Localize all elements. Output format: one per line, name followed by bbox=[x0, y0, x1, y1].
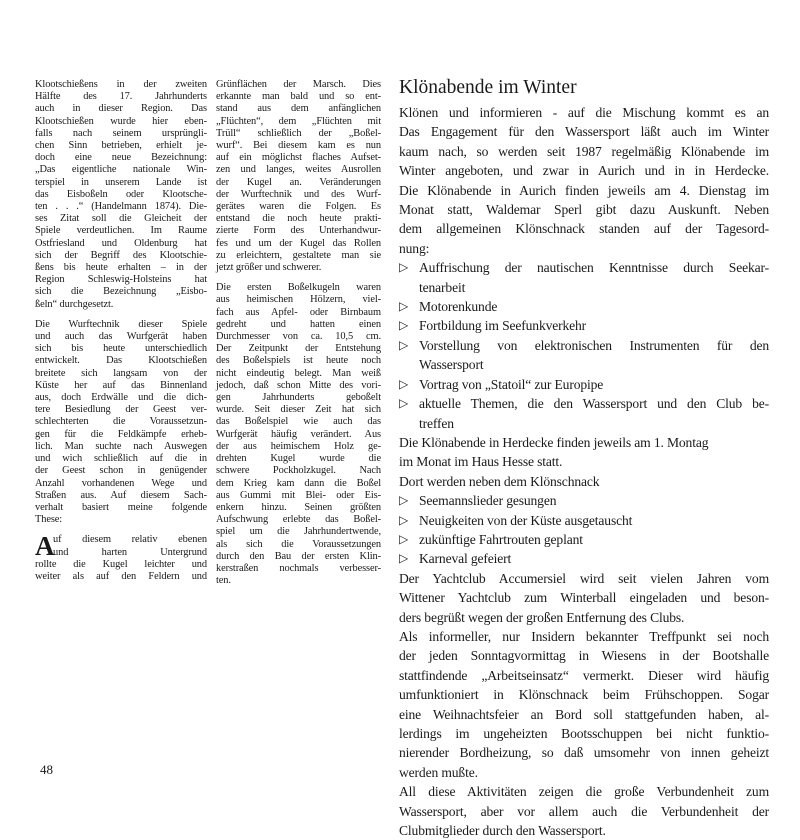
text-line: das Eisboßeln oder Klootsche- bbox=[35, 188, 207, 200]
text-line: Klönen und informieren - auf die Mischung kommt es an bbox=[399, 105, 769, 120]
bullet-item bbox=[399, 258, 769, 297]
text-line: „Flüchten“, dem „Flüchten mit bbox=[216, 115, 381, 127]
text-line: fes und um der Kugel das Rollen bbox=[216, 237, 381, 249]
text-line: werden mußte. bbox=[399, 764, 478, 780]
left-column bbox=[35, 79, 207, 583]
text-line: der Wurftechnik und des Wurf- bbox=[216, 188, 381, 200]
text-line: doch eine neue Bezeichnung: bbox=[35, 152, 207, 164]
text-line: wurf“. Bei diesem kam es nun bbox=[216, 140, 381, 152]
text-line: „Das eigentliche nationale Win- bbox=[35, 164, 207, 176]
text-line: auch in dieser Region. Das bbox=[35, 103, 207, 115]
bullet-text: Wassersport bbox=[419, 357, 484, 373]
text-line: schwere Pockholzkugel. Nach bbox=[216, 465, 381, 477]
text-line: Hälfte des 17. Jahrhunderts bbox=[35, 91, 207, 103]
text-line: Klootschießens in der zweiten bbox=[35, 79, 207, 90]
text-line: spiel um die Jahrhundertwende, bbox=[216, 526, 381, 538]
bullet-item bbox=[399, 316, 769, 335]
triangle-bullet-icon: ▷ bbox=[399, 337, 409, 352]
text-line: ten. bbox=[216, 575, 231, 587]
right-para-3 bbox=[399, 569, 769, 627]
text-line: Die ersten Boßelkugeln waren bbox=[216, 282, 381, 294]
text-line: Die Klönabende in Aurich finden jeweils am 4. Dienstag im bbox=[399, 182, 769, 198]
text-line: ten . . .“ (Handelmann 1874). Die- bbox=[35, 201, 207, 213]
triangle-bullet-icon: ▷ bbox=[399, 396, 409, 411]
text-line: wurde. Seit dieser Zeit hat sich bbox=[216, 404, 381, 416]
bullet-item bbox=[399, 511, 769, 530]
bullet-list-aurich bbox=[399, 258, 769, 433]
page-number: 48 bbox=[40, 762, 53, 777]
text-line: der Geest schon in genügender bbox=[35, 465, 207, 477]
text-line: Das Engagement für den Wassersport läßt auch im Winter bbox=[399, 124, 769, 140]
text-line: der Kugel an. Veränderungen bbox=[216, 176, 381, 188]
text-line: Die Wurftechnik dieser Spiele bbox=[35, 318, 207, 330]
left-para-1 bbox=[35, 79, 207, 311]
right-para-5 bbox=[399, 782, 769, 840]
bullet-text: Fortbildung im Seefunkverkehr bbox=[419, 318, 587, 334]
text-line: zu erleichtern, gestaltete man sie bbox=[216, 249, 381, 261]
text-line: breitete sich langsam von der bbox=[35, 367, 207, 379]
text-line: aus Gummi mit Blei- oder Eis- bbox=[216, 489, 381, 501]
text-line: Trüll“ schließlich der „Boßel- bbox=[216, 127, 381, 139]
text-line: jetzt größer und schwerer. bbox=[216, 262, 322, 274]
text-line: umfunktioniert in Klönschnack beim Frühschoppen. Sogar bbox=[399, 687, 769, 703]
left-para-3 bbox=[35, 531, 207, 583]
text-line: Straßen aus. Auf diesem Sach- bbox=[35, 489, 207, 501]
triangle-bullet-icon: ▷ bbox=[399, 551, 409, 566]
text-line: als sich die Voraussetzungen bbox=[216, 538, 381, 550]
text-line: nicht eindeutig belegt. Man weiß bbox=[216, 367, 381, 379]
right-column bbox=[399, 76, 769, 840]
bullet-text: Karneval gefeiert bbox=[419, 551, 512, 567]
text-line: und harten Untergrund bbox=[53, 546, 207, 558]
text-line: drehten Kugel wurde die bbox=[216, 453, 381, 465]
text-line: Wurfgerät häufig verändert. Aus bbox=[216, 428, 381, 440]
text-line: Als informeller, nur Insidern bekannter Treffpunkt sei noch bbox=[399, 628, 769, 644]
text-line: Monat statt, Waldemar Sperl gibt dazu Auskunft. Neben bbox=[399, 202, 769, 218]
text-line: aus heimischen Hölzern, viel- bbox=[216, 294, 381, 306]
text-line: Wittener Yachtclub zum Winterball eingeladen und beson- bbox=[399, 590, 769, 606]
triangle-bullet-icon: ▷ bbox=[399, 493, 409, 508]
text-line: gedreht und hatten einen bbox=[216, 318, 381, 330]
text-line: des Boßelspiels ist heute noch bbox=[216, 355, 381, 367]
text-line: schlechterten die Voraussetzun- bbox=[35, 416, 207, 428]
triangle-bullet-icon: ▷ bbox=[399, 512, 409, 527]
text-line: der aus heimischem Holz ge- bbox=[216, 440, 381, 452]
text-line: Region Schleswig-Holsteins hat bbox=[35, 274, 207, 286]
text-line: Aufschwung erlebte das Boßel- bbox=[216, 514, 381, 526]
text-line: rollte die Kugel leichter und bbox=[35, 558, 207, 570]
text-line: durch den Bau der ersten Klin- bbox=[216, 550, 381, 562]
text-line: das Boßelspiel wie auch das bbox=[216, 416, 381, 428]
bullet-text: Neuigkeiten von der Küste ausgetauscht bbox=[419, 512, 633, 528]
bullet-text: Seemannslieder gesungen bbox=[419, 493, 557, 509]
text-line: dem allgemeinen Klönschnack standen auf der Tagesord- bbox=[399, 221, 769, 237]
triangle-bullet-icon bbox=[399, 414, 419, 433]
section-title: Klönabende im Winter bbox=[399, 77, 577, 98]
text-line: Grünflächen der Marsch. Dies bbox=[216, 79, 381, 90]
text-line: Clubmitglieder durch den Wassersport. bbox=[399, 823, 606, 839]
text-line: terspiel in unserem Lande ist bbox=[35, 176, 207, 188]
triangle-bullet-icon: ▷ bbox=[399, 260, 409, 275]
text-line: entstand die noch heute prakti- bbox=[216, 213, 381, 225]
triangle-bullet-icon: ▷ bbox=[399, 299, 409, 314]
right-para-2 bbox=[399, 433, 769, 491]
text-line: All diese Aktivitäten zeigen die große Verbundenheit zum bbox=[399, 784, 769, 800]
bullet-text: zukünftige Fahrtrouten geplant bbox=[419, 531, 583, 547]
text-line: aus, doch Erdwälle und die dich- bbox=[35, 392, 207, 404]
text-line: stattfindende „Arbeitseinsatz“ vermerkt. Dieser wird häufig bbox=[399, 667, 769, 683]
text-line: Anzahl vorhandenen Wege und bbox=[35, 477, 207, 489]
dropcap-block bbox=[35, 531, 207, 562]
triangle-bullet-icon bbox=[399, 278, 419, 297]
text-line: verhalt basiert meine folgende bbox=[35, 501, 207, 513]
text-line: Durchmesser von ca. 10,5 cm. bbox=[216, 331, 381, 343]
bullet-item bbox=[399, 549, 769, 568]
text-line: ders begrüßt wegen der großen Entfernung des Clubs. bbox=[399, 609, 685, 625]
drop-cap: A bbox=[35, 531, 55, 562]
text-line: kerstraßen nochmals verbesser- bbox=[216, 562, 381, 574]
text-line: Wassersport, aber vor allem auch die Verbundenheit der bbox=[399, 803, 769, 819]
text-line: entwickelt. Das Klootschießen bbox=[35, 355, 207, 367]
text-line: Klootschießen wurde hier eben- bbox=[35, 115, 207, 127]
left-para-2 bbox=[35, 319, 207, 526]
bullet-text: treffen bbox=[419, 415, 454, 431]
text-line: gen Jahrhunderts geboßelt bbox=[216, 392, 381, 404]
text-line: auf ein möglichst flaches Aufset- bbox=[216, 152, 381, 164]
text-line: sich der Begriff des Klootschie- bbox=[35, 249, 207, 261]
text-line: im Monat im Haus Hesse statt. bbox=[399, 454, 563, 470]
text-line: jedoch, daß schon Mitte des vori- bbox=[216, 379, 381, 391]
bullet-item bbox=[399, 394, 769, 433]
text-line: zierte Form des Unterhandwur- bbox=[216, 225, 381, 237]
bullet-item bbox=[399, 491, 769, 510]
middle-para-2 bbox=[216, 282, 381, 587]
text-line: Küste her auf das Binnenland bbox=[35, 379, 207, 391]
bullet-text: Motorenkunde bbox=[419, 299, 498, 315]
text-line: uf diesem relativ ebenen bbox=[53, 534, 207, 546]
right-para-4 bbox=[399, 627, 769, 782]
bullet-text: Auffrischung der nautischen Kenntnisse durch Seekar- bbox=[419, 260, 769, 276]
bullet-item bbox=[399, 297, 769, 316]
text-line: ßens bis heute erhalten – in der bbox=[35, 262, 207, 274]
text-line: sich bis heute unterschiedlich bbox=[35, 343, 207, 355]
text-line: erkannte man bald und so ent- bbox=[216, 91, 381, 103]
text-line: und auch das Wurfgerät haben bbox=[35, 331, 207, 343]
text-line: lerdings im ungeheizten Bootsschuppen bei nicht funktio- bbox=[399, 726, 769, 741]
text-line: sich die Bezeichnung „Eisbo- bbox=[35, 286, 207, 298]
text-line: und wich schließlich auf die in bbox=[35, 453, 207, 465]
text-line: nung: bbox=[399, 240, 430, 256]
bullet-text: aktuelle Themen, die den Wassersport und den Club be- bbox=[419, 396, 769, 412]
text-line: tere Besiedlung der Geest ver- bbox=[35, 404, 207, 416]
middle-column bbox=[216, 79, 381, 587]
text-line: dem Krieg kam dann die Boßel bbox=[216, 477, 381, 489]
text-line: stand aus dem anfänglichen bbox=[216, 103, 381, 115]
text-line: Die Klönabende in Herdecke finden jeweils am 1. Montag bbox=[399, 434, 709, 450]
text-line: Dort werden neben dem Klönschnack bbox=[399, 473, 600, 489]
bullet-text: tenarbeit bbox=[419, 279, 466, 295]
text-line: Der Yachtclub Accumersiel wird seit vielen Jahren vom bbox=[399, 570, 769, 586]
text-line: weiter als auf den Feldern und bbox=[35, 570, 207, 582]
text-line: gerätes waren die Folgen. Es bbox=[216, 201, 381, 213]
text-line: Winter angeboten, und zwar in Aurich und in in Herdecke. bbox=[399, 163, 769, 179]
bullet-text: Vortrag von „Statoil“ zur Europipe bbox=[419, 376, 604, 392]
text-line: ses Zitat soll die Gleicheit der bbox=[35, 213, 207, 225]
text-line: lich. Man suchte nach Auswegen bbox=[35, 440, 207, 452]
text-line: der jeden Sonntagvormittag in Wiesens in der Bootshalle bbox=[399, 648, 769, 664]
text-line: Spiele verdeutlichen. Im Raume bbox=[35, 225, 207, 237]
triangle-bullet-icon: ▷ bbox=[399, 376, 409, 391]
bullet-text: Vorstellung von elektronischen Instrumenten für den bbox=[419, 337, 769, 353]
text-line: nierender Bordheizung, so daß umsomehr von innen geheizt bbox=[399, 745, 769, 761]
text-line: Ostfriesland und Oldenburg hat bbox=[35, 237, 207, 249]
middle-para-1 bbox=[216, 79, 381, 274]
text-line: enkern hinzu. Seinen größten bbox=[216, 501, 381, 513]
text-line: fach aus Apfel- oder Birnbaum bbox=[216, 306, 381, 318]
bullet-list-herdecke bbox=[399, 491, 769, 569]
triangle-bullet-icon bbox=[399, 355, 419, 374]
bullet-item bbox=[399, 336, 769, 375]
text-line: Der Zeitpunkt der Entstehung bbox=[216, 343, 381, 355]
bullet-item bbox=[399, 375, 769, 394]
text-line: These: bbox=[35, 514, 63, 526]
bullet-item bbox=[399, 530, 769, 549]
text-line: kaum nach, so werden seit 1987 regelmäßig Klönabende im bbox=[399, 143, 769, 159]
triangle-bullet-icon: ▷ bbox=[399, 531, 409, 546]
text-line: chen Sinn betrieben, erhielt je- bbox=[35, 140, 207, 152]
triangle-bullet-icon: ▷ bbox=[399, 318, 409, 333]
text-line: ßeln“ durchgesetzt. bbox=[35, 298, 114, 310]
text-line: zen und langes, weites Ausrollen bbox=[216, 164, 381, 176]
text-line: gen für die Feldkämpfe erheb- bbox=[35, 428, 207, 440]
text-line: falls nach seinem ursprüngli- bbox=[35, 127, 207, 139]
text-line: eine Weihnachtsfeier an Bord soll stattgefunden haben, al- bbox=[399, 706, 769, 722]
right-para-1 bbox=[399, 103, 769, 258]
